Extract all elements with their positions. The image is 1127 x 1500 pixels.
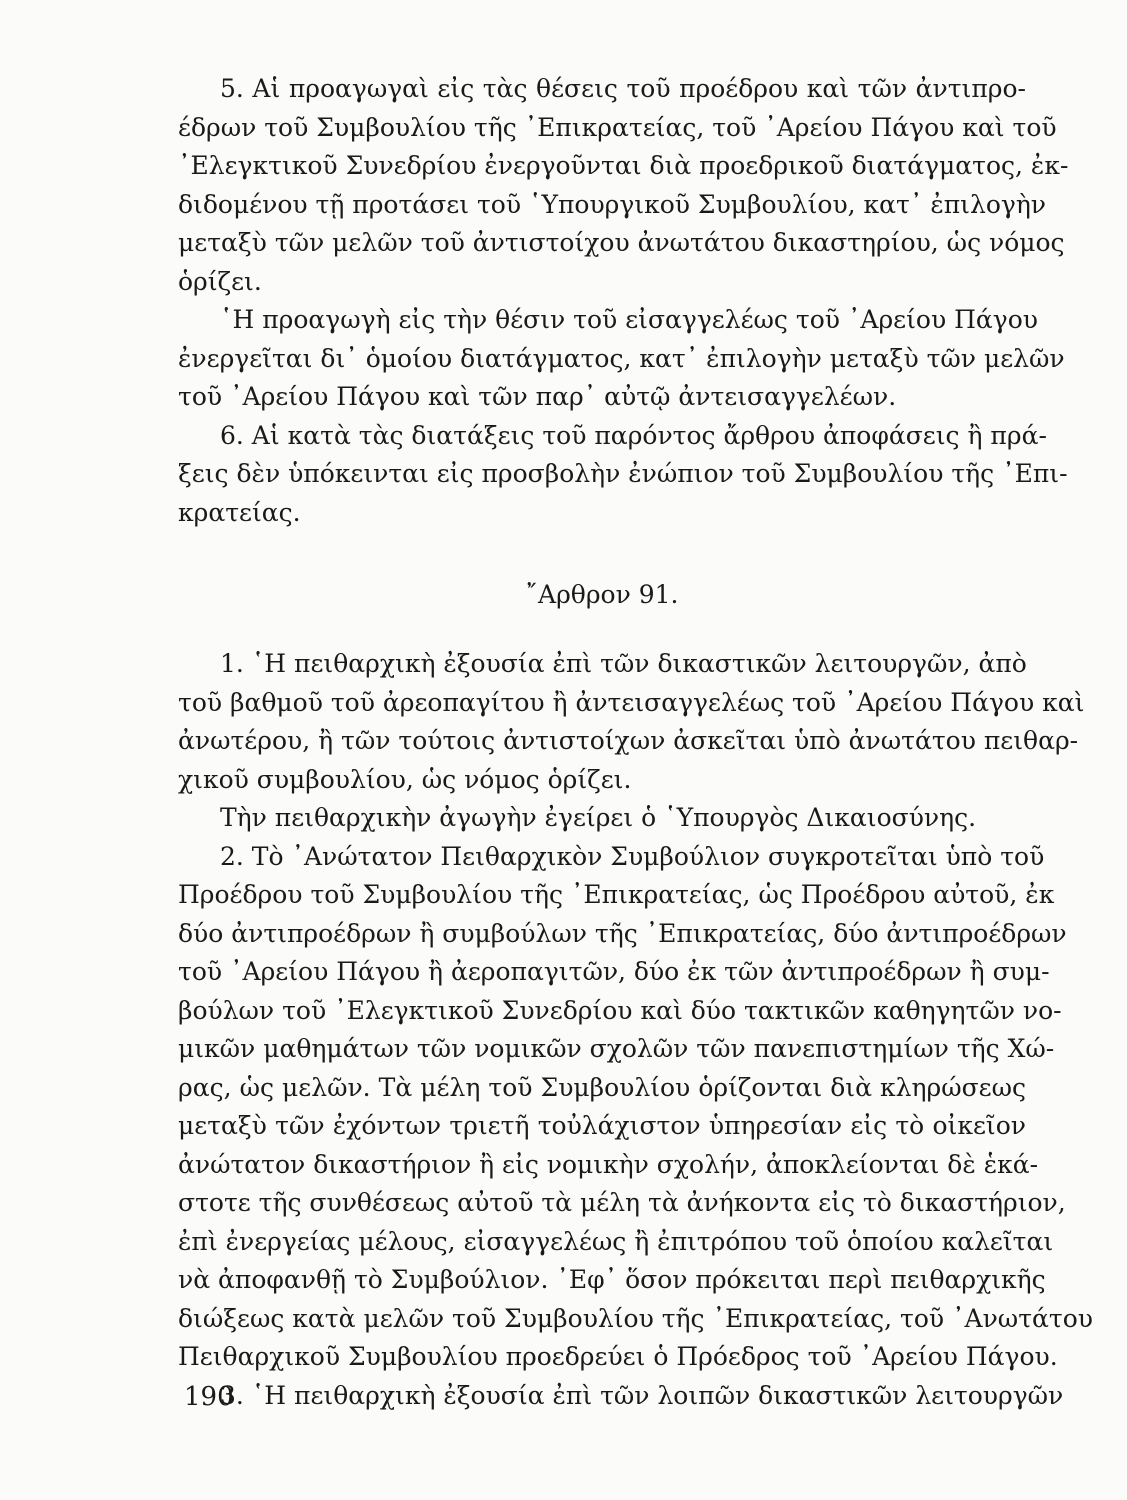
text-line: Τὴν πειθαρχικὴν ἀγωγὴν ἐγείρει ὁ ῾Υπουργὸς Δικαιοσύνης. [220, 803, 977, 832]
text-line: ὁρίζει. [178, 266, 262, 296]
text-line: στοτε τῆς συνθέσεως αὐτοῦ τὰ μέλη τὰ ἀνήκοντα εἰς τὸ δικαστήριον, [178, 1188, 1066, 1217]
text-line: 2. Τὸ ᾽Ανώτατον Πειθαρχικὸν Συμβούλιον συγκροτεῖται ὑπὸ τοῦ [220, 841, 1045, 871]
text-line: τοῦ ᾽Αρείου Πάγου ἢ ἀεροπαγιτῶν, δύο ἐκ τῶν ἀντιπροέδρων ἢ συμ- [178, 957, 1050, 986]
text-line: ῾Η προαγωγὴ εἰς τὴν θέσιν τοῦ εἰσαγγελέως τοῦ ᾽Αρείου Πάγου [220, 305, 1038, 334]
text-line: διδομένου τῇ προτάσει τοῦ ῾Υπουργικοῦ Συμβουλίου, κατ᾽ ἐπιλογὴν [178, 189, 1046, 219]
page-number: 190 [184, 1382, 234, 1412]
text-line: βούλων τοῦ ᾽Ελεγκτικοῦ Συνεδρίου καὶ δύο τακτικῶν καθηγητῶν νο- [178, 995, 1062, 1025]
paragraph-6 [178, 417, 1068, 533]
text-line: ξεις δὲν ὑπόκεινται εἰς προσβολὴν ἐνώπιον τοῦ Συμβουλίου τῆς ᾽Επι- [178, 459, 1068, 488]
article-91-heading: ῎Αρθρον 91. [525, 580, 679, 609]
text-line: 5. Αἱ προαγωγαὶ εἰς τὰς θέσεις τοῦ προέδρου καὶ τῶν ἀντιπρο- [220, 74, 1026, 103]
text-line: 6. Αἱ κατὰ τὰς διατάξεις τοῦ παρόντος ἄρθρου ἀποφάσεις ἢ πρά- [220, 420, 1047, 450]
text-line: διώξεως κατὰ μελῶν τοῦ Συμβουλίου τῆς ᾽Επικρατείας, τοῦ ᾽Ανωτάτου [178, 1303, 1093, 1333]
text-line: τοῦ ᾽Αρείου Πάγου καὶ τῶν παρ᾽ αὐτῷ ἀντεισαγγελέων. [178, 382, 897, 411]
text-line: μεταξὺ τῶν μελῶν τοῦ ἀντιστοίχου ἀνωτάτου δικαστηρίου, ὡς νόμος [178, 228, 1065, 257]
text-line: μεταξὺ τῶν ἐχόντων τριετῆ τοὐλάχιστον ὑπηρεσίαν εἰς τὸ οἰκεῖον [178, 1111, 1026, 1140]
text-line: δύο ἀντιπροέδρων ἢ συμβούλων τῆς ᾽Επικρατείας, δύο ἀντιπροέδρων [178, 918, 1067, 948]
paragraph-3 [178, 1377, 1064, 1416]
text-line: Πειθαρχικοῦ Συμβουλίου προεδρεύει ὁ Πρόεδρος τοῦ ᾽Αρείου Πάγου. [178, 1342, 1058, 1371]
paragraph-2 [178, 838, 1093, 1377]
article-91-body [178, 645, 1093, 1415]
text-line: Προέδρου τοῦ Συμβουλίου τῆς ᾽Επικρατείας, ὡς Προέδρου αὐτοῦ, ἐκ [178, 880, 1055, 909]
text-line: έδρων τοῦ Συμβουλίου τῆς ᾽Επικρατείας, τοῦ ᾽Αρείου Πάγου καὶ τοῦ [178, 112, 1057, 142]
paragraph-5 [178, 70, 1069, 301]
text-line: κρατείας. [178, 497, 301, 527]
text-line: 3. ῾Η πειθαρχικὴ ἐξουσία ἐπὶ τῶν λοιπῶν δικαστικῶν λειτουργῶν [220, 1380, 1064, 1410]
text-line: ᾽Ελεγκτικοῦ Συνεδρίου ἐνεργοῦνται διὰ προεδρικοῦ διατάγματος, ἐκ- [178, 151, 1069, 180]
paragraph-1-second [178, 799, 1026, 838]
text-line: τοῦ βαθμοῦ τοῦ ἀρεοπαγίτου ἢ ἀντεισαγγελέως τοῦ ᾽Αρείου Πάγου καὶ [178, 687, 1085, 717]
text-line: ἐνεργεῖται δι᾽ ὁμοίου διατάγματος, κατ᾽ ἐπιλογὴν μεταξὺ τῶν μελῶν [178, 343, 1065, 373]
article-90-continuation [178, 70, 1069, 532]
text-line: ρας, ὡς μελῶν. Τὰ μέλη τοῦ Συμβουλίου ὁρίζονται διὰ κληρώσεως [178, 1072, 1026, 1102]
text-line: χικοῦ συμβουλίου, ὡς νόμος ὁρίζει. [178, 764, 632, 794]
text-line: νὰ ἀποφανθῇ τὸ Συμβούλιον. ᾽Εφ᾽ ὅσον πρόκειται περὶ πειθαρχικῆς [178, 1265, 1046, 1294]
text-line: 1. ῾Η πειθαρχικὴ ἐξουσία ἐπὶ τῶν δικαστικῶν λειτουργῶν, ἀπὸ [220, 649, 1027, 678]
text-line: ἀνωτέρου, ἢ τῶν τούτοις ἀντιστοίχων ἀσκεῖται ὑπὸ ἀνωτάτου πειθαρ- [178, 726, 1079, 755]
text-line: ἀνώτατον δικαστήριον ἢ εἰς νομικὴν σχολήν, ἀποκλείονται δὲ ἑκά- [178, 1149, 1039, 1179]
paragraph-1 [178, 645, 1085, 799]
paragraph-5-second [178, 301, 1065, 417]
text-line: μικῶν μαθημάτων τῶν νομικῶν σχολῶν τῶν πανεπιστημίων τῆς Χώ- [178, 1034, 1055, 1063]
text-line: ἐπὶ ἐνεργείας μέλους, εἰσαγγελέως ἢ ἐπιτρόπου τοῦ ὁποίου καλεῖται [178, 1226, 1054, 1256]
